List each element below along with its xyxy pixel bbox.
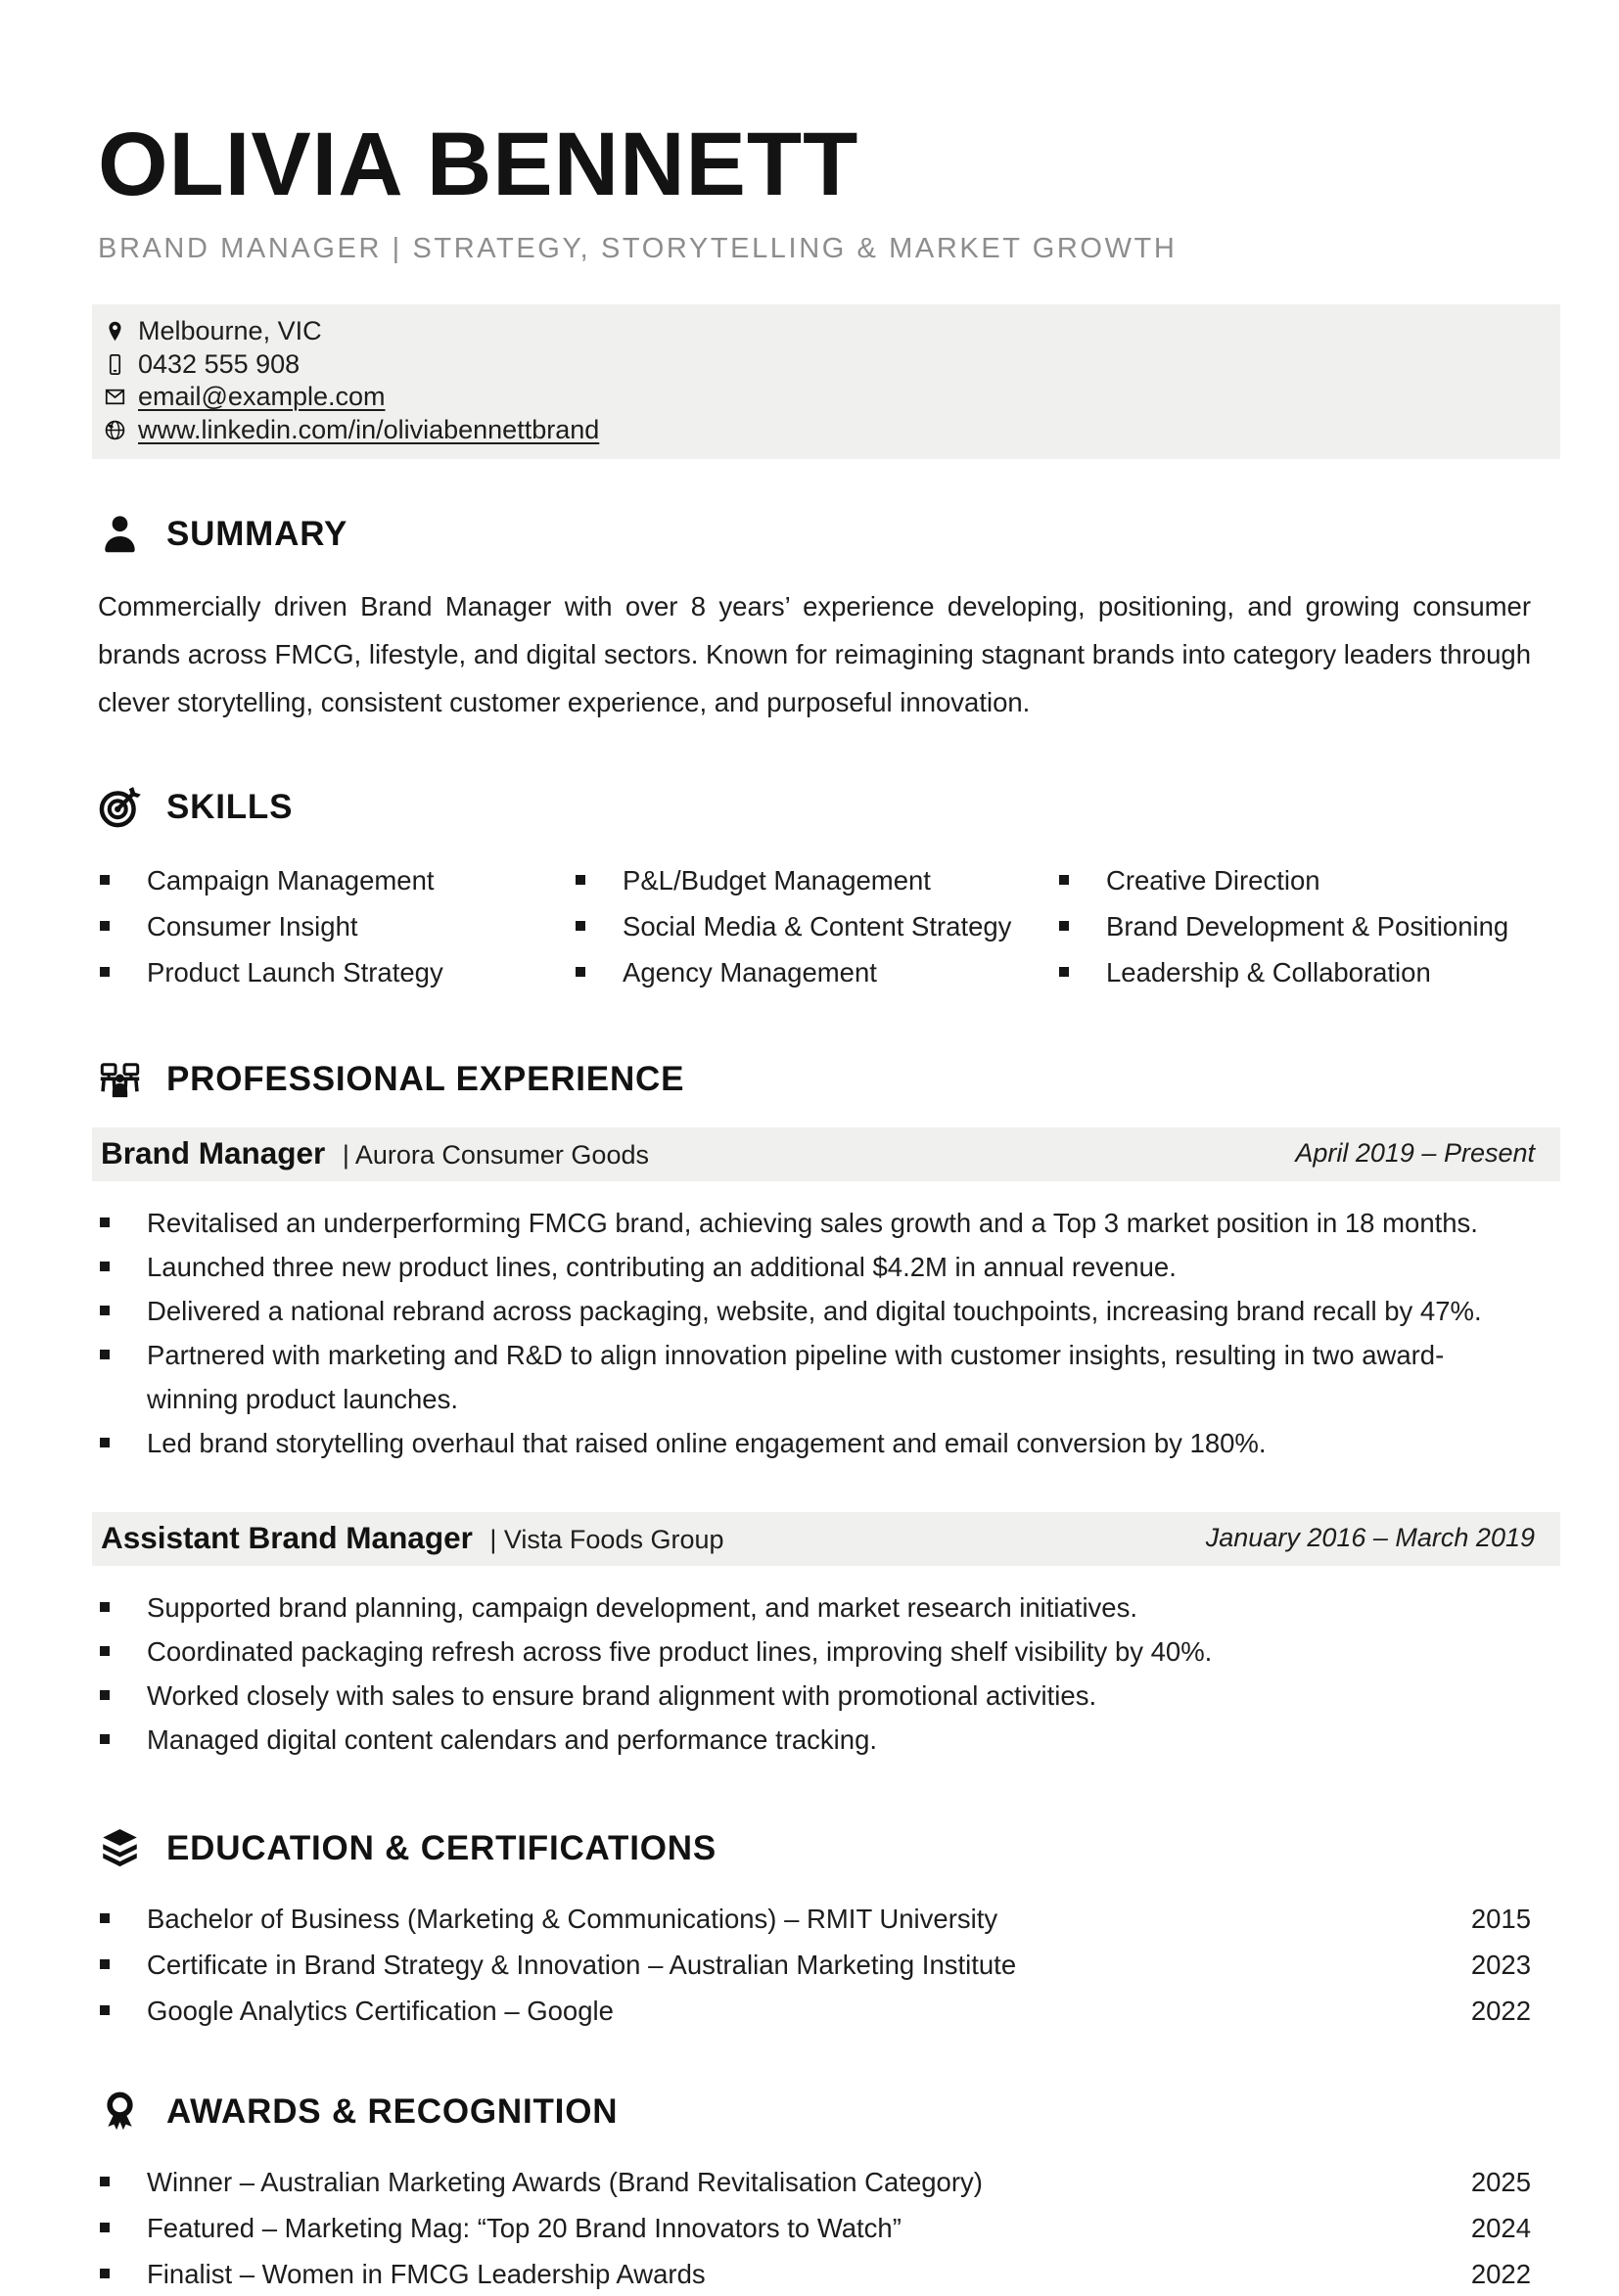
list-item-text: Coordinated packaging refresh across five product lines, improving shelf visibility by 40%.: [147, 1636, 1213, 1667]
year-label: 2023: [1470, 1950, 1531, 1980]
contact-card: [92, 304, 1560, 459]
section-skills: [98, 785, 1531, 996]
square-bullet-icon: [100, 1602, 110, 1612]
target-icon: [98, 785, 142, 829]
list-item-text: Creative Direction: [1106, 865, 1320, 895]
job-header: [92, 1127, 1560, 1181]
square-bullet-icon: [100, 2223, 110, 2232]
list-item-text: Delivered a national rebrand across packaging, website, and digital touchpoints, increasing brand recall by 47%.: [147, 1296, 1482, 1326]
list-item: [1057, 950, 1531, 994]
list-item-text: Agency Management: [623, 957, 877, 987]
list-item-text: Consumer Insight: [147, 911, 358, 941]
header: [98, 115, 1531, 265]
list-item-text: Finalist – Women in FMCG Leadership Awards: [147, 2259, 706, 2289]
contact-link[interactable]: email@example.com: [138, 382, 386, 411]
skills-column: [1057, 858, 1531, 996]
list-item: [98, 1989, 1531, 2033]
job-title: Brand Manager: [101, 1135, 326, 1171]
list-item-text: Leadership & Collaboration: [1106, 957, 1431, 987]
square-bullet-icon: [100, 2005, 110, 2015]
list-item: [98, 1421, 1531, 1465]
list-item-text: Led brand storytelling overhaul that raised online engagement and email conversion by 180%.: [147, 1428, 1267, 1458]
job-entry: [98, 1127, 1535, 1465]
section-heading: [98, 785, 1531, 829]
workstation-icon: [98, 1057, 142, 1101]
section-title: AWARDS & RECOGNITION: [166, 2091, 619, 2131]
job-bullets: [98, 1201, 1531, 1465]
section-education: [98, 1826, 1531, 2033]
contact-row: [104, 381, 1537, 414]
contact-row: [104, 348, 1537, 382]
skills-grid: [98, 858, 1531, 996]
jobs: [98, 1127, 1535, 1762]
job-header: [92, 1512, 1560, 1566]
list-item-text: Launched three new product lines, contributing an additional $4.2M in annual revenue.: [147, 1252, 1177, 1282]
books-icon: [98, 1826, 142, 1870]
globe-icon: [104, 419, 126, 441]
list-item: [98, 1289, 1531, 1333]
list-item: [98, 2206, 1531, 2250]
list-item: [98, 904, 574, 948]
mobile-phone-icon: [104, 353, 126, 376]
square-bullet-icon: [100, 1262, 110, 1271]
skills-column: [98, 858, 574, 996]
list-item-text: Brand Development & Positioning: [1106, 911, 1509, 941]
square-bullet-icon: [100, 1438, 110, 1447]
square-bullet-icon: [100, 921, 110, 931]
section-heading: [98, 512, 1531, 556]
square-bullet-icon: [576, 967, 585, 977]
square-bullet-icon: [100, 1959, 110, 1969]
year-label: 2025: [1470, 2167, 1531, 2197]
section-heading: [98, 1826, 1531, 1870]
square-bullet-icon: [1059, 967, 1069, 977]
list-item: [98, 1674, 1531, 1718]
list-item: [98, 1630, 1531, 1674]
square-bullet-icon: [576, 875, 585, 885]
section-awards: [98, 2089, 1531, 2296]
square-bullet-icon: [576, 921, 585, 931]
list-item-text: Social Media & Content Strategy: [623, 911, 1012, 941]
section-experience: [98, 1057, 1535, 1762]
square-bullet-icon: [100, 875, 110, 885]
job-dates: April 2019 – Present: [1295, 1138, 1535, 1168]
job-entry: [98, 1512, 1535, 1762]
list-item: [98, 1585, 1531, 1630]
list-item-text: Supported brand planning, campaign development, and market research initiatives.: [147, 1592, 1137, 1623]
contact-text: Melbourne, VIC: [138, 316, 322, 345]
person-name: OLIVIA BENNETT: [98, 115, 859, 214]
list-item: [98, 1943, 1531, 1987]
list-item-text: Product Launch Strategy: [147, 957, 443, 987]
list-item: [1057, 858, 1531, 902]
section-title: SUMMARY: [166, 514, 348, 553]
square-bullet-icon: [100, 1350, 110, 1359]
person-icon: [98, 512, 142, 556]
list-item: [98, 2160, 1531, 2204]
square-bullet-icon: [100, 2177, 110, 2186]
list-item-text: Worked closely with sales to ensure brand alignment with promotional activities.: [147, 1680, 1097, 1711]
list-item-text: Featured – Marketing Mag: “Top 20 Brand Innovators to Watch”: [147, 2213, 902, 2243]
year-label: 2015: [1470, 1904, 1531, 1934]
list-item: [98, 1718, 1531, 1762]
list-item-text: Certificate in Brand Strategy & Innovation – Australian Marketing Institute: [147, 1950, 1017, 1980]
section-title: PROFESSIONAL EXPERIENCE: [166, 1059, 685, 1098]
square-bullet-icon: [100, 1734, 110, 1744]
job-dates: January 2016 – March 2019: [1205, 1523, 1535, 1552]
contact-row: [104, 315, 1537, 348]
section-title: EDUCATION & CERTIFICATIONS: [166, 1828, 717, 1867]
square-bullet-icon: [100, 1690, 110, 1700]
section-heading: [98, 2089, 1531, 2134]
list-item: [98, 1201, 1531, 1245]
contact-row: [104, 414, 1537, 447]
year-label: 2022: [1470, 2259, 1531, 2289]
location-pin-icon: [104, 320, 126, 343]
contact-text: 0432 555 908: [138, 348, 301, 379]
list-item-text: Managed digital content calendars and performance tracking.: [147, 1724, 878, 1755]
list-item-text: P&L/Budget Management: [623, 865, 931, 895]
list-item: [98, 1333, 1531, 1421]
list-item-text: Partnered with marketing and R&D to align innovation pipeline with customer insights, resulting in two award-winning product launches.: [147, 1340, 1445, 1414]
list-item-text: Revitalised an underperforming FMCG brand, achieving sales growth and a Top 3 market position in 18 months.: [147, 1208, 1478, 1238]
year-label: 2024: [1470, 2213, 1531, 2243]
square-bullet-icon: [100, 1646, 110, 1656]
square-bullet-icon: [100, 1306, 110, 1315]
summary-text: Commercially driven Brand Manager with over 8 years’ experience developing, positioning, and growing consumer brands across FMCG, lifestyle, and digital sectors. Known for reimagining stagnant brands into category leaders through clever storytelling, consistent customer experience, and purposeful innovation.: [98, 591, 1531, 717]
job-bullets: [98, 1585, 1531, 1762]
awards-list: [98, 2160, 1531, 2296]
list-item: [574, 858, 1057, 902]
section-summary: [98, 512, 1531, 726]
square-bullet-icon: [1059, 875, 1069, 885]
list-item: [98, 858, 574, 902]
list-item-text: Google Analytics Certification – Google: [147, 1996, 614, 2026]
list-item: [574, 950, 1057, 994]
job-title: Assistant Brand Manager: [101, 1520, 473, 1555]
email-envelope-icon: [104, 386, 126, 408]
list-item: [1057, 904, 1531, 948]
list-item: [98, 1245, 1531, 1289]
square-bullet-icon: [1059, 921, 1069, 931]
square-bullet-icon: [100, 1913, 110, 1923]
medal-icon: [98, 2089, 142, 2134]
square-bullet-icon: [100, 2269, 110, 2278]
section-title: SKILLS: [166, 787, 294, 826]
list-item-text: Campaign Management: [147, 865, 435, 895]
list-item: [574, 904, 1057, 948]
job-company: | Aurora Consumer Goods: [335, 1140, 649, 1170]
tagline: BRAND MANAGER | STRATEGY, STORYTELLING & MARKET GROWTH: [98, 233, 1178, 264]
section-heading: [98, 1057, 1531, 1101]
list-item: [98, 1897, 1531, 1941]
square-bullet-icon: [100, 967, 110, 977]
list-item: [98, 950, 574, 994]
year-label: 2022: [1470, 1996, 1531, 2026]
list-item: [98, 2252, 1531, 2296]
square-bullet-icon: [100, 1217, 110, 1227]
job-company: | Vista Foods Group: [482, 1525, 724, 1554]
contact-link[interactable]: www.linkedin.com/in/oliviabennettbrand: [138, 414, 600, 444]
list-item-text: Winner – Australian Marketing Awards (Brand Revitalisation Category): [147, 2167, 983, 2197]
education-list: [98, 1897, 1531, 2033]
list-item-text: Bachelor of Business (Marketing & Communications) – RMIT University: [147, 1904, 998, 1934]
skills-column: [574, 858, 1057, 996]
